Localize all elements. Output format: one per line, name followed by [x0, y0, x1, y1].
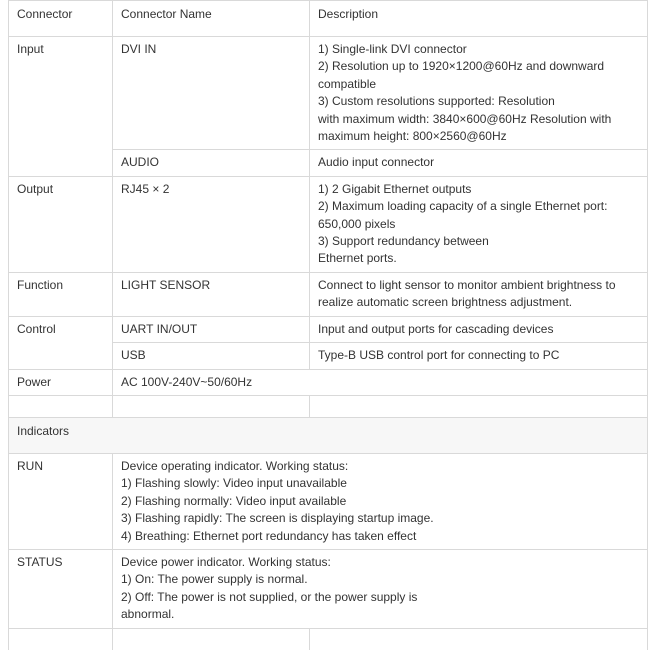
group-power: Power — [9, 369, 113, 395]
header-description: Description — [310, 1, 648, 37]
group-function: Function — [9, 272, 113, 316]
description-line: 2) Off: The power is not supplied, or the power supply is abnormal. — [121, 589, 418, 622]
connector-spec-table — [8, 0, 648, 650]
empty-cell — [9, 628, 113, 650]
description-line: 2) Flashing normally: Video input available — [121, 493, 347, 508]
table-row — [9, 549, 648, 628]
description-usb: Type-B USB control port for connecting to PC — [310, 343, 648, 369]
connector-name-light-sensor: LIGHT SENSOR — [113, 272, 310, 316]
empty-row — [9, 395, 648, 417]
description-rj45 — [310, 176, 648, 272]
indicator-name-status: STATUS — [9, 549, 113, 628]
empty-row — [9, 628, 648, 650]
connector-name-audio: AUDIO — [113, 150, 310, 176]
description-line: 1) 2 Gigabit Ethernet outputs — [318, 181, 472, 196]
description-line: 3) Support redundancy between — [318, 234, 489, 249]
table-header-row — [9, 1, 648, 37]
header-connector: Connector — [9, 1, 113, 37]
empty-cell — [9, 395, 113, 417]
description-line: 2) Maximum loading capacity of a single Ethernet port: 650,000 pixels — [318, 199, 608, 231]
description-line: 4) Breathing: Ethernet port redundancy has taken effect — [121, 528, 417, 543]
table-row — [9, 272, 648, 316]
indicator-description-run — [113, 453, 648, 549]
spec-page — [8, 0, 650, 650]
empty-cell — [113, 628, 310, 650]
description-dvi-in — [310, 37, 648, 150]
connector-name-rj45: RJ45 × 2 — [113, 176, 310, 272]
header-connector-name: Connector Name — [113, 1, 310, 37]
table-row — [9, 369, 648, 395]
indicator-name-run: RUN — [9, 453, 113, 549]
description-light-sensor: Connect to light sensor to monitor ambient brightness to realize automatic screen brightness adjustment. — [310, 272, 648, 316]
description-line: Ethernet ports. — [318, 251, 397, 266]
description-line: 1) On: The power supply is normal. — [121, 572, 308, 587]
empty-cell — [310, 395, 648, 417]
indicators-section-row — [9, 417, 648, 453]
table-row — [9, 316, 648, 342]
description-uart: Input and output ports for cascading devices — [310, 316, 648, 342]
table-row — [9, 37, 648, 150]
description-line: 3) Flashing rapidly: The screen is displaying startup image. — [121, 511, 434, 526]
connector-name-uart: UART IN/OUT — [113, 316, 310, 342]
connector-name-dvi-in: DVI IN — [113, 37, 310, 150]
description-line: Device operating indicator. Working status: — [121, 458, 349, 473]
group-control: Control — [9, 316, 113, 369]
description-line: 3) Custom resolutions supported: Resolution — [318, 94, 555, 109]
table-row — [9, 176, 648, 272]
indicators-section-title: Indicators — [9, 417, 648, 453]
description-audio: Audio input connector — [310, 150, 648, 176]
power-value: AC 100V-240V~50/60Hz — [113, 369, 648, 395]
description-line: with maximum width: 3840×600@60Hz Resolution with maximum height: 800×2560@60Hz — [318, 111, 612, 144]
description-line: 1) Single-link DVI connector — [318, 42, 467, 56]
description-line: Device power indicator. Working status: — [121, 554, 331, 569]
empty-cell — [310, 628, 648, 650]
empty-cell — [113, 395, 310, 417]
group-output: Output — [9, 176, 113, 272]
group-input: Input — [9, 37, 113, 177]
connector-name-usb: USB — [113, 343, 310, 369]
indicator-description-status — [113, 549, 648, 628]
description-line: 2) Resolution up to 1920×1200@60Hz and downward compatible — [318, 59, 605, 91]
description-line: 1) Flashing slowly: Video input unavailable — [121, 476, 347, 491]
table-row — [9, 453, 648, 549]
